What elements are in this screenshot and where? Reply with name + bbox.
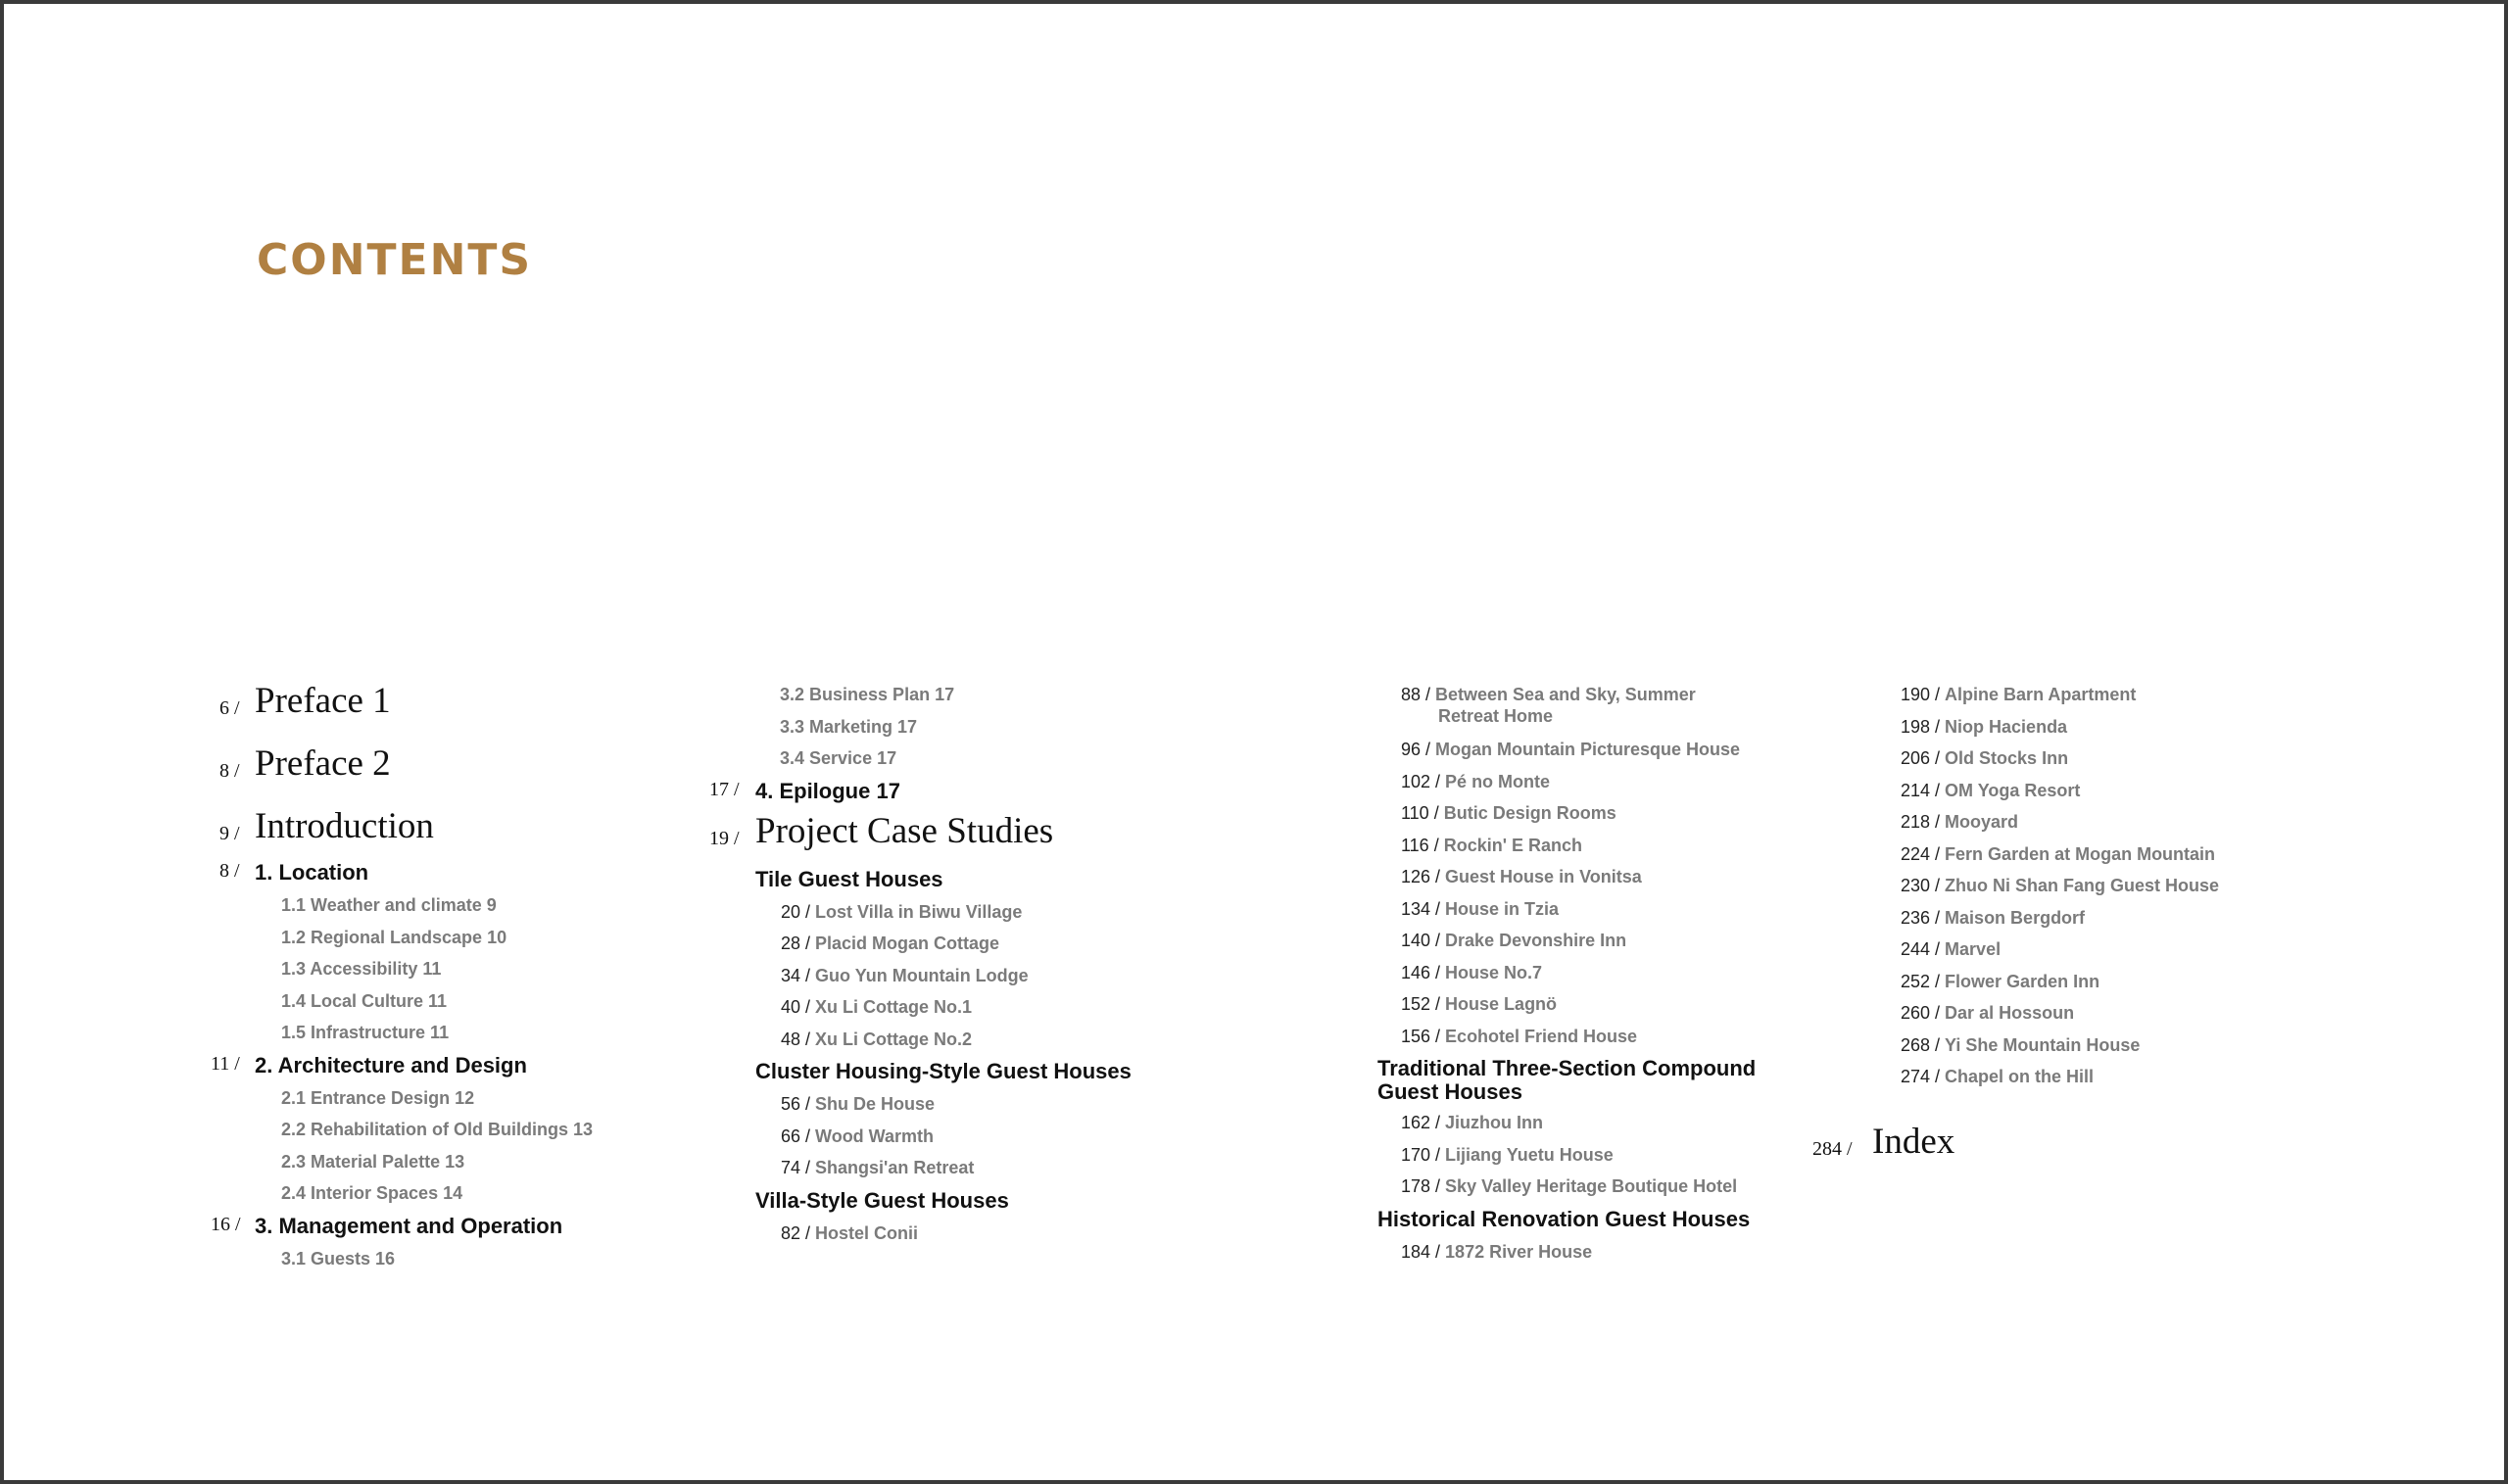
- toc-project[interactable]: 190 / Alpine Barn Apartment: [1901, 685, 2137, 704]
- toc-project[interactable]: 96 / Mogan Mountain Picturesque House: [1401, 740, 1741, 759]
- toc-project[interactable]: 214 / OM Yoga Resort: [1901, 780, 2081, 800]
- toc-section-traditional[interactable]: Traditional Three-Section Compound Guest Houses: [1377, 1056, 1757, 1104]
- toc-chapter-management[interactable]: [206, 1212, 676, 1245]
- toc-subsection[interactable]: 1.2 Regional Landscape 10: [281, 927, 507, 947]
- toc-project[interactable]: 224 / Fern Garden at Mogan Mountain: [1901, 843, 2216, 864]
- contents-title: CONTENTS: [257, 235, 533, 285]
- toc-project[interactable]: 116 / Rockin' E Ranch: [1401, 835, 1583, 855]
- page-number: 6 /: [219, 697, 240, 719]
- toc-project[interactable]: 48 / Xu Li Cottage No.2: [781, 1029, 973, 1049]
- toc-project[interactable]: 218 / Mooyard: [1901, 812, 2019, 832]
- toc-major-case-studies[interactable]: [705, 810, 1313, 865]
- toc-project[interactable]: 230 / Zhuo Ni Shan Fang Guest House: [1901, 876, 2220, 895]
- toc-subsection[interactable]: 3.1 Guests 16: [281, 1248, 396, 1269]
- toc-project[interactable]: 162 / Jiuzhou Inn: [1401, 1113, 1544, 1132]
- toc-project[interactable]: 236 / Maison Bergdorf: [1901, 907, 2086, 928]
- toc-project[interactable]: 156 / Ecohotel Friend House: [1401, 1026, 1638, 1046]
- toc-project[interactable]: 152 / House Lagnö: [1401, 994, 1558, 1014]
- toc-project[interactable]: 110 / Butic Design Rooms: [1401, 803, 1616, 823]
- toc-subsection[interactable]: 3.4 Service 17: [780, 748, 897, 768]
- toc-project[interactable]: 244 / Marvel: [1901, 939, 2002, 959]
- toc-section-historical[interactable]: Historical Renovation Guest Houses: [1377, 1206, 1751, 1231]
- toc-major-index[interactable]: [1812, 1117, 2322, 1179]
- chapter-label: 3. Management and Operation: [255, 1213, 563, 1238]
- chapter-label: 1. Location: [255, 860, 369, 885]
- page-number: 9 /: [219, 823, 240, 844]
- page-number: 16 /: [211, 1213, 241, 1235]
- toc-project[interactable]: 20 / Lost Villa in Biwu Village: [781, 901, 1023, 922]
- toc-major-introduction[interactable]: [206, 801, 676, 864]
- toc-project[interactable]: 184 / 1872 River House: [1401, 1241, 1593, 1262]
- page-number: 11 /: [211, 1052, 240, 1075]
- toc-subsection[interactable]: 2.3 Material Palette 13: [281, 1151, 465, 1172]
- toc-project[interactable]: 178 / Sky Valley Heritage Boutique Hotel: [1401, 1176, 1738, 1196]
- toc-subsection[interactable]: 1.5 Infrastructure 11: [281, 1023, 450, 1042]
- toc-project[interactable]: 126 / Guest House in Vonitsa: [1401, 867, 1642, 886]
- chapter-label: 4. Epilogue 17: [755, 778, 900, 803]
- toc-project[interactable]: 134 / House in Tzia: [1401, 898, 1560, 919]
- page-number: 284 /: [1812, 1137, 1853, 1160]
- toc-project[interactable]: 34 / Guo Yun Mountain Lodge: [781, 965, 1029, 985]
- toc-project[interactable]: 252 / Flower Garden Inn: [1901, 971, 2100, 991]
- toc-project[interactable]: 198 / Niop Hacienda: [1901, 716, 2068, 737]
- heading-label: Preface 1: [255, 681, 391, 721]
- toc-subsection[interactable]: 3.3 Marketing 17: [780, 716, 918, 737]
- toc-project[interactable]: 28 / Placid Mogan Cottage: [781, 933, 1000, 953]
- page-number: 17 /: [709, 778, 740, 800]
- toc-project[interactable]: 268 / Yi She Mountain House: [1901, 1034, 2141, 1055]
- toc-section-cluster[interactable]: Cluster Housing-Style Guest Houses: [755, 1059, 1132, 1083]
- toc-major-preface-2[interactable]: [206, 739, 676, 801]
- toc-project[interactable]: 82 / Hostel Conii: [781, 1222, 919, 1243]
- toc-project[interactable]: 140 / Drake Devonshire Inn: [1401, 931, 1627, 950]
- toc-subsection[interactable]: 1.4 Local Culture 11: [281, 990, 448, 1011]
- toc-project[interactable]: 56 / Shu De House: [781, 1094, 936, 1114]
- toc-column-2: [705, 681, 1313, 1251]
- heading-label: Index: [1872, 1121, 1955, 1162]
- toc-project[interactable]: 274 / Chapel on the Hill: [1901, 1067, 2095, 1086]
- heading-label: Preface 2: [255, 743, 391, 784]
- heading-label: Introduction: [255, 806, 434, 846]
- toc-project[interactable]: 102 / Pé no Monte: [1401, 771, 1551, 791]
- toc-project[interactable]: 88 / Between Sea and Sky, Summer Retreat Home: [1401, 685, 1696, 726]
- chapter-label: 2. Architecture and Design: [255, 1052, 527, 1077]
- toc-subsection[interactable]: 3.2 Business Plan 17: [780, 685, 955, 704]
- toc-project[interactable]: 146 / House No.7: [1401, 962, 1543, 982]
- page-number: 8 /: [219, 760, 240, 782]
- toc-section-tile[interactable]: Tile Guest Houses: [755, 866, 943, 891]
- toc-column-3: [1372, 681, 1803, 1269]
- toc-project[interactable]: 260 / Dar al Hossoun: [1901, 1003, 2075, 1023]
- toc-project[interactable]: 170 / Lijiang Yuetu House: [1401, 1144, 1614, 1165]
- toc-subsection[interactable]: 1.3 Accessibility 11: [281, 959, 442, 979]
- toc-project[interactable]: 206 / Old Stocks Inn: [1901, 748, 2069, 768]
- toc-section-villa[interactable]: Villa-Style Guest Houses: [755, 1187, 1009, 1213]
- toc-project[interactable]: 40 / Xu Li Cottage No.1: [781, 997, 973, 1017]
- toc-subsection[interactable]: 2.2 Rehabilitation of Old Buildings 13: [281, 1120, 594, 1139]
- toc-project[interactable]: 74 / Shangsi'an Retreat: [781, 1158, 975, 1177]
- toc-column-1: [206, 676, 676, 1276]
- toc-subsection[interactable]: 1.1 Weather and climate 9: [281, 895, 497, 915]
- toc-chapter-architecture[interactable]: [206, 1051, 676, 1084]
- page-number: 19 /: [709, 827, 740, 849]
- toc-chapter-location[interactable]: [206, 858, 676, 891]
- toc-column-4: [1812, 681, 2322, 1179]
- toc-chapter-epilogue[interactable]: [705, 777, 1313, 810]
- toc-project[interactable]: 66 / Wood Warmth: [781, 1125, 935, 1146]
- toc-subsection[interactable]: 2.4 Interior Spaces 14: [281, 1183, 463, 1203]
- page-number: 8 /: [219, 860, 240, 882]
- heading-label: Project Case Studies: [755, 810, 1054, 851]
- toc-major-preface-1[interactable]: [206, 676, 676, 739]
- toc-subsection[interactable]: 2.1 Entrance Design 12: [281, 1087, 475, 1108]
